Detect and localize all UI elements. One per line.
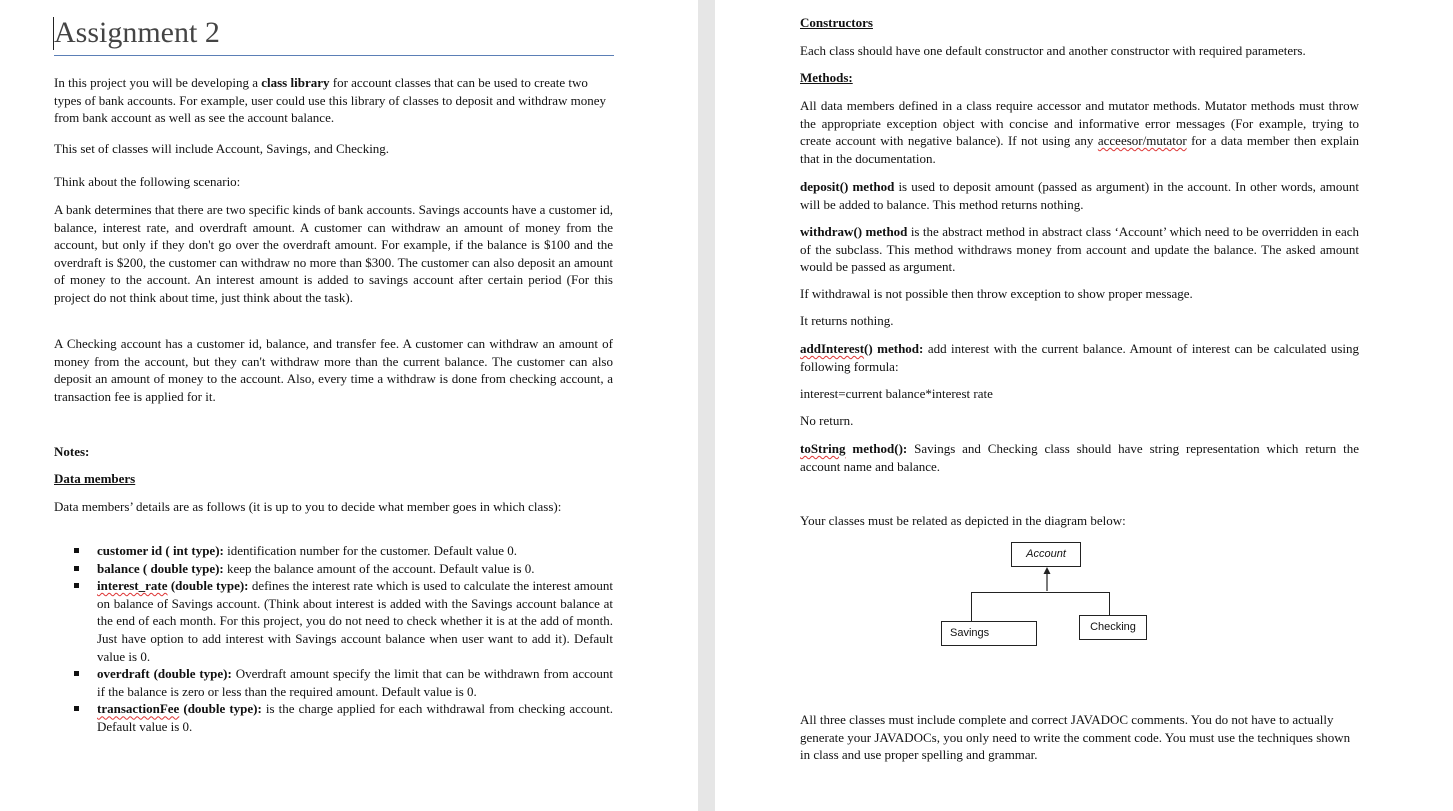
- addinterest-term: () method:: [864, 341, 924, 356]
- document-title[interactable]: Assignment 2: [54, 16, 220, 49]
- diagram-right-connector: [1109, 592, 1110, 615]
- withdraw-paragraph[interactable]: [800, 223, 1359, 276]
- bullet-term: balance ( double type):: [97, 560, 224, 576]
- document-page-left: [0, 0, 698, 811]
- bullet-text: keep the balance amount of the account. Default value is 0.: [223, 560, 535, 576]
- accessor-paragraph[interactable]: [800, 97, 1359, 167]
- constructors-heading-text: Constructors: [800, 15, 873, 30]
- returns-nothing-paragraph[interactable]: It returns nothing.: [800, 313, 894, 328]
- data-members-heading-text: Data members: [54, 471, 136, 486]
- addinterest-term-misspelled: addInterest: [800, 341, 865, 356]
- accessor-text-pre: All data members defined in a class require accessor and mutator methods. Mutator methods must throw the appropriate exception object with concise and informative error messages (For example, trying to create account with negative balance). If not using any: [800, 98, 1359, 149]
- deposit-term: deposit() method: [800, 179, 895, 194]
- tostring-term-misspelled: toString: [800, 441, 846, 456]
- addinterest-paragraph[interactable]: [800, 340, 1359, 375]
- withdraw-term: withdraw() method: [800, 224, 908, 239]
- diagram-left-connector: [971, 592, 972, 622]
- accessor-text-post: for a data member then explain that in the documentation.: [800, 133, 1359, 166]
- diagram-account-box[interactable]: Account: [1011, 542, 1081, 567]
- bullet-term: customer id ( int type):: [97, 543, 224, 558]
- list-item[interactable]: [74, 665, 613, 700]
- deposit-paragraph[interactable]: [800, 178, 1359, 213]
- bullet-term-misspelled: interest_rate: [97, 578, 168, 594]
- title-underline-rule: [54, 55, 614, 56]
- bullet-text: is the charge applied for each withdrawal from checking account. Default value is 0.: [97, 701, 613, 734]
- bullet-text: identification number for the customer. Default value 0.: [223, 543, 517, 558]
- classes-paragraph[interactable]: This set of classes will include Account, Savings, and Checking.: [54, 141, 390, 156]
- addinterest-text: add interest with the current balance. Amount of interest can be calculated using following formula:: [800, 341, 1359, 374]
- bullet-text: Overdraft amount specify the limit that can be withdrawn from account if the balance is zero or less than the required amount. Default value is 0.: [97, 666, 613, 699]
- intro-text-pre: In this project you will be developing a: [54, 75, 262, 90]
- bullet-term: (double type):: [167, 578, 249, 594]
- deposit-text: is used to deposit amount (passed as argument) in the account. In other words, amount will be added to balance. This method returns nothing.: [800, 179, 1359, 212]
- bullet-term: (double type):: [179, 701, 262, 717]
- bullet-text: defines the interest rate which is used to calculate the interest amount on balance of Savings account. (Think about interest is added with the Savings account balance at the end of each month. For this project, you do not need to check whether it is at the add of month. Just have option to add interest with Savings account balance when user want to add it). Default value is 0.: [97, 578, 614, 664]
- diagram-horizontal-connector: [971, 592, 1110, 593]
- tostring-paragraph[interactable]: [800, 440, 1359, 475]
- document-page-right: [715, 0, 1453, 811]
- accessor-misspelled: acceesor/mutator: [1097, 133, 1187, 149]
- intro-paragraph[interactable]: [54, 74, 614, 127]
- javadoc-paragraph[interactable]: All three classes must include complete and correct JAVADOC comments. You do not have to actually generate your JAVADOCs, you only need to write the comment code. You must use the techniques shown in class and use proper spelling and grammar.: [800, 712, 1351, 763]
- bullet-term-misspelled: transactionFee: [97, 701, 180, 717]
- bullet-term: overdraft (double type):: [97, 666, 232, 682]
- list-item[interactable]: [74, 700, 613, 735]
- notes-label[interactable]: [54, 443, 254, 461]
- data-members-heading[interactable]: [54, 470, 254, 488]
- savings-paragraph[interactable]: A bank determines that there are two specific kinds of bank accounts. Savings accounts have a customer id, balance, interest rate, and overdraft amount. A customer can withdraw an amount of money from the account, but only if they don't go over the overdraft amount. For example, if the balance is $100 and the overdraft is $200, the customer can withdraw no more than $300. The customer can also deposit an amount of money to the account. An interest amount is added to savings account after certain period (For this project do not think about time, just think about the task).: [54, 202, 613, 305]
- list-item[interactable]: [74, 577, 613, 665]
- withdraw-exception-paragraph[interactable]: If withdrawal is not possible then throw exception to show proper message.: [800, 286, 1193, 301]
- tostring-term: method():: [845, 441, 908, 456]
- checking-paragraph[interactable]: A Checking account has a customer id, balance, and transfer fee. A customer can withdraw an amount of money from the account, but they can't withdraw more than the current balance. The customer can also deposit an amount of money to the account. Also, every time a withdraw is done from checking account, a transaction fee is applied for it.: [54, 336, 613, 404]
- withdraw-text: is the abstract method in abstract class ‘Account’ which need to be overridden in each of the subclass. This method withdraws money from account and update the balance. The asked amount would be passed as argument.: [800, 224, 1359, 275]
- intro-bold-term: class library: [261, 75, 330, 90]
- diagram-checking-box[interactable]: Checking: [1079, 615, 1147, 640]
- data-members-list: [74, 542, 613, 736]
- intro-text-post: for account classes that can be used to create two types of bank accounts. For example, user could use this library of classes to deposit and withdraw money from bank account as well as see the account balance.: [54, 75, 607, 126]
- no-return-paragraph[interactable]: No return.: [800, 413, 854, 428]
- list-item[interactable]: [74, 560, 613, 578]
- inheritance-arrow-icon: [1041, 567, 1053, 591]
- diagram-intro[interactable]: Your classes must be related as depicted in the diagram below:: [800, 513, 1126, 528]
- tostring-text: Savings and Checking class should have string representation which return the account name and balance.: [800, 441, 1359, 474]
- list-item[interactable]: [74, 542, 613, 560]
- methods-heading-text: Methods:: [800, 70, 853, 85]
- constructors-heading[interactable]: [800, 14, 1100, 32]
- scenario-heading[interactable]: Think about the following scenario:: [54, 174, 241, 189]
- notes-label-text: Notes:: [54, 444, 90, 459]
- methods-heading[interactable]: [800, 69, 1100, 87]
- interest-formula[interactable]: interest=current balance*interest rate: [800, 386, 993, 401]
- diagram-savings-box[interactable]: Savings: [941, 621, 1037, 646]
- data-members-intro[interactable]: Data members’ details are as follows (it is up to you to decide what member goes in which class):: [54, 499, 562, 514]
- constructors-paragraph[interactable]: Each class should have one default constructor and another constructor with required parameters.: [800, 43, 1306, 58]
